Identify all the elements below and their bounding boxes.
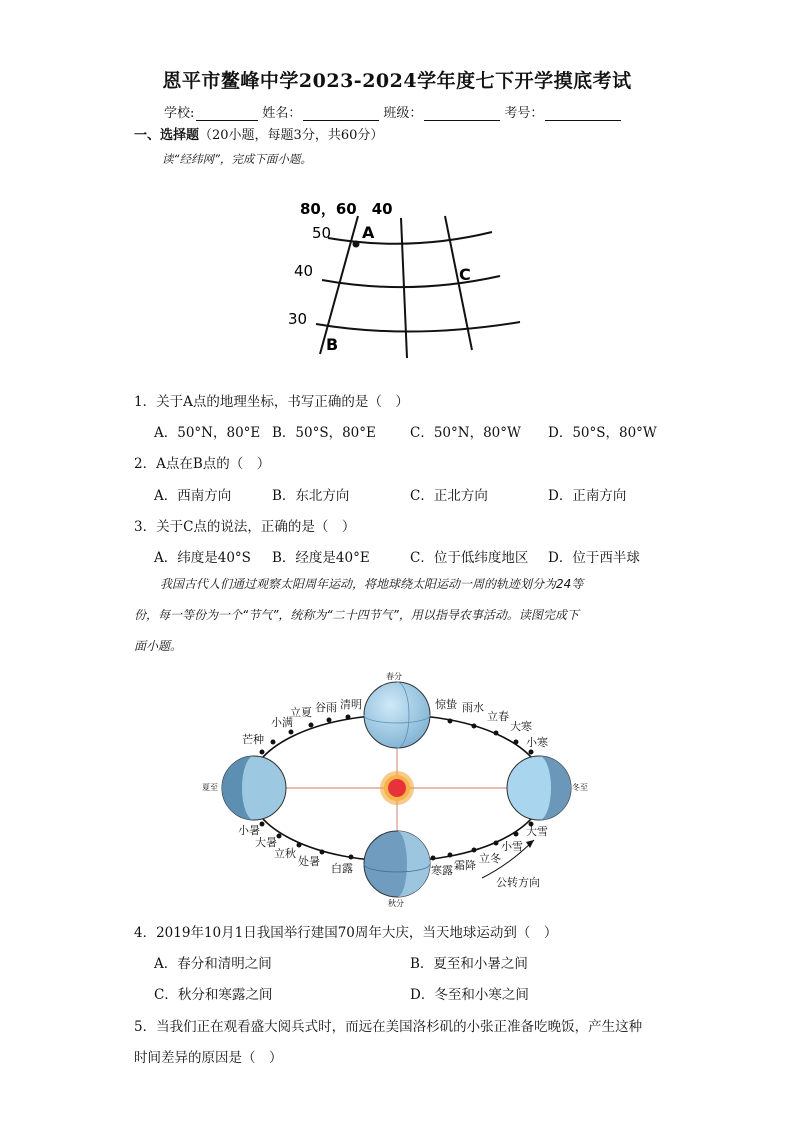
globe-winter	[507, 756, 571, 820]
graticule-figure	[280, 188, 530, 363]
term-hanlu: 寒露	[431, 864, 453, 877]
sun-icon	[380, 771, 414, 805]
q2-option-b[interactable]: B．东北方向	[272, 488, 350, 504]
revolution-direction-label: 公转方向	[496, 876, 540, 889]
q2-option-d[interactable]: D．正南方向	[548, 488, 627, 504]
parallel-40	[322, 276, 500, 287]
school-field[interactable]	[196, 106, 258, 121]
name-field[interactable]	[303, 106, 379, 121]
exam-title: 恩平市鳌峰中学2023-2024学年度七下开学摸底考试	[162, 70, 632, 92]
term-dahan: 大寒	[510, 720, 532, 733]
class-field[interactable]	[424, 106, 500, 121]
globe-autumn	[364, 831, 430, 897]
term-lidong: 立冬	[479, 852, 501, 865]
intro-grid: 读“经纬网”，完成下面小题。	[162, 152, 312, 166]
q4-option-a[interactable]: A．春分和清明之间	[154, 956, 272, 972]
q1-option-c[interactable]: C．50°N，80°W	[410, 425, 521, 441]
q2-option-a[interactable]: A．西南方向	[154, 488, 232, 504]
point-b-label: B	[326, 335, 339, 354]
section-heading	[134, 124, 383, 143]
question-2: 2．A点在B点的（ ）	[134, 456, 271, 472]
q1-option-b[interactable]: B．50°S，80°E	[272, 425, 376, 441]
section-title: 一、选择题	[134, 128, 200, 143]
globe-summer	[222, 756, 286, 820]
q2-option-c[interactable]: C．正北方向	[410, 488, 488, 504]
globe-spring	[364, 682, 430, 748]
q4-option-d[interactable]: D．冬至和小寒之间	[410, 987, 529, 1003]
lat-label-50: 50	[312, 224, 332, 242]
term-xiaoxue: 小雪	[501, 840, 523, 853]
question-5-continued: 时间差异的原因是（ ）	[134, 1050, 283, 1066]
q4-option-c[interactable]: C．秋分和寒露之间	[154, 987, 273, 1003]
term-xiaoman: 小满	[271, 716, 293, 729]
question-5: 5．当我们正在观看盛大阅兵式时，而远在美国洛杉矶的小张正准备吃晚饭，产生这种	[134, 1019, 643, 1035]
lat-label-40: 40	[294, 262, 314, 280]
term-xiaoshu: 小暑	[238, 824, 260, 837]
q1-option-d[interactable]: D．50°S，80°W	[548, 425, 657, 441]
paragraph-line-2: 份，每一等份为一个“节气”，统称为“二十四节气”，用以指导农事活动。读图完成下	[134, 608, 579, 622]
point-a-dot	[353, 241, 360, 248]
label-summer: 夏至	[202, 783, 218, 792]
solar-terms-paragraph	[134, 569, 662, 662]
section-note: （20小题，每题3分，共60分）	[199, 128, 384, 143]
term-daxue: 大雪	[526, 825, 548, 838]
name-label: 姓名：	[262, 106, 302, 121]
term-bailu: 白露	[331, 862, 353, 875]
meridian-labels: 80，60 40	[300, 200, 393, 218]
q3-option-c[interactable]: C．位于低纬度地区	[410, 550, 529, 566]
q4-option-b[interactable]: B．夏至和小暑之间	[410, 956, 528, 972]
question-3: 3．关于C点的说法，正确的是（ ）	[134, 519, 356, 535]
exam-number-label: 考号：	[504, 106, 544, 121]
term-yushui: 雨水	[462, 701, 484, 714]
label-winter: 冬至	[572, 783, 588, 792]
term-jingzhe: 惊蛰	[435, 698, 457, 711]
term-chushu: 处暑	[298, 855, 320, 868]
term-xiaohan: 小寒	[526, 736, 548, 749]
question-1: 1．关于A点的地理坐标，书写正确的是（ ）	[134, 394, 409, 410]
class-label: 班级：	[383, 106, 423, 121]
question-4: 4．2019年10月1日我国举行建国70周年大庆，当天地球运动到（ ）	[134, 925, 558, 941]
parallel-30	[316, 322, 520, 332]
point-c-label: C	[459, 265, 471, 284]
lat-label-30: 30	[288, 310, 308, 328]
label-spring: 春分	[386, 672, 402, 681]
school-label: 学校:	[164, 106, 195, 121]
term-shuangjiang: 霜降	[454, 859, 476, 872]
point-a-label: A	[362, 223, 375, 242]
term-qingming: 清明	[340, 698, 362, 711]
label-autumn: 秋分	[388, 899, 404, 908]
student-info-row	[164, 102, 625, 121]
paragraph-line-1: 我国古代人们通过观察太阳周年运动，将地球绕太阳运动一周的轨迹划分为24等	[160, 577, 584, 591]
term-lichun: 立春	[487, 710, 509, 723]
q1-option-a[interactable]: A．50°N，80°E	[154, 425, 261, 441]
q3-option-a[interactable]: A．纬度是40°S	[154, 550, 251, 566]
term-guyu: 谷雨	[315, 701, 337, 714]
solar-terms-figure	[198, 668, 596, 908]
term-mangzhong: 芒种	[242, 733, 264, 746]
exam-number-field[interactable]	[545, 106, 621, 121]
term-dashu: 大暑	[255, 836, 277, 849]
term-liqiu: 立秋	[274, 847, 296, 860]
q3-option-d[interactable]: D．位于西半球	[548, 550, 640, 566]
paragraph-line-3: 面小题。	[134, 639, 183, 653]
q3-option-b[interactable]: B．经度是40°E	[272, 550, 370, 566]
term-lixia: 立夏	[290, 706, 312, 719]
